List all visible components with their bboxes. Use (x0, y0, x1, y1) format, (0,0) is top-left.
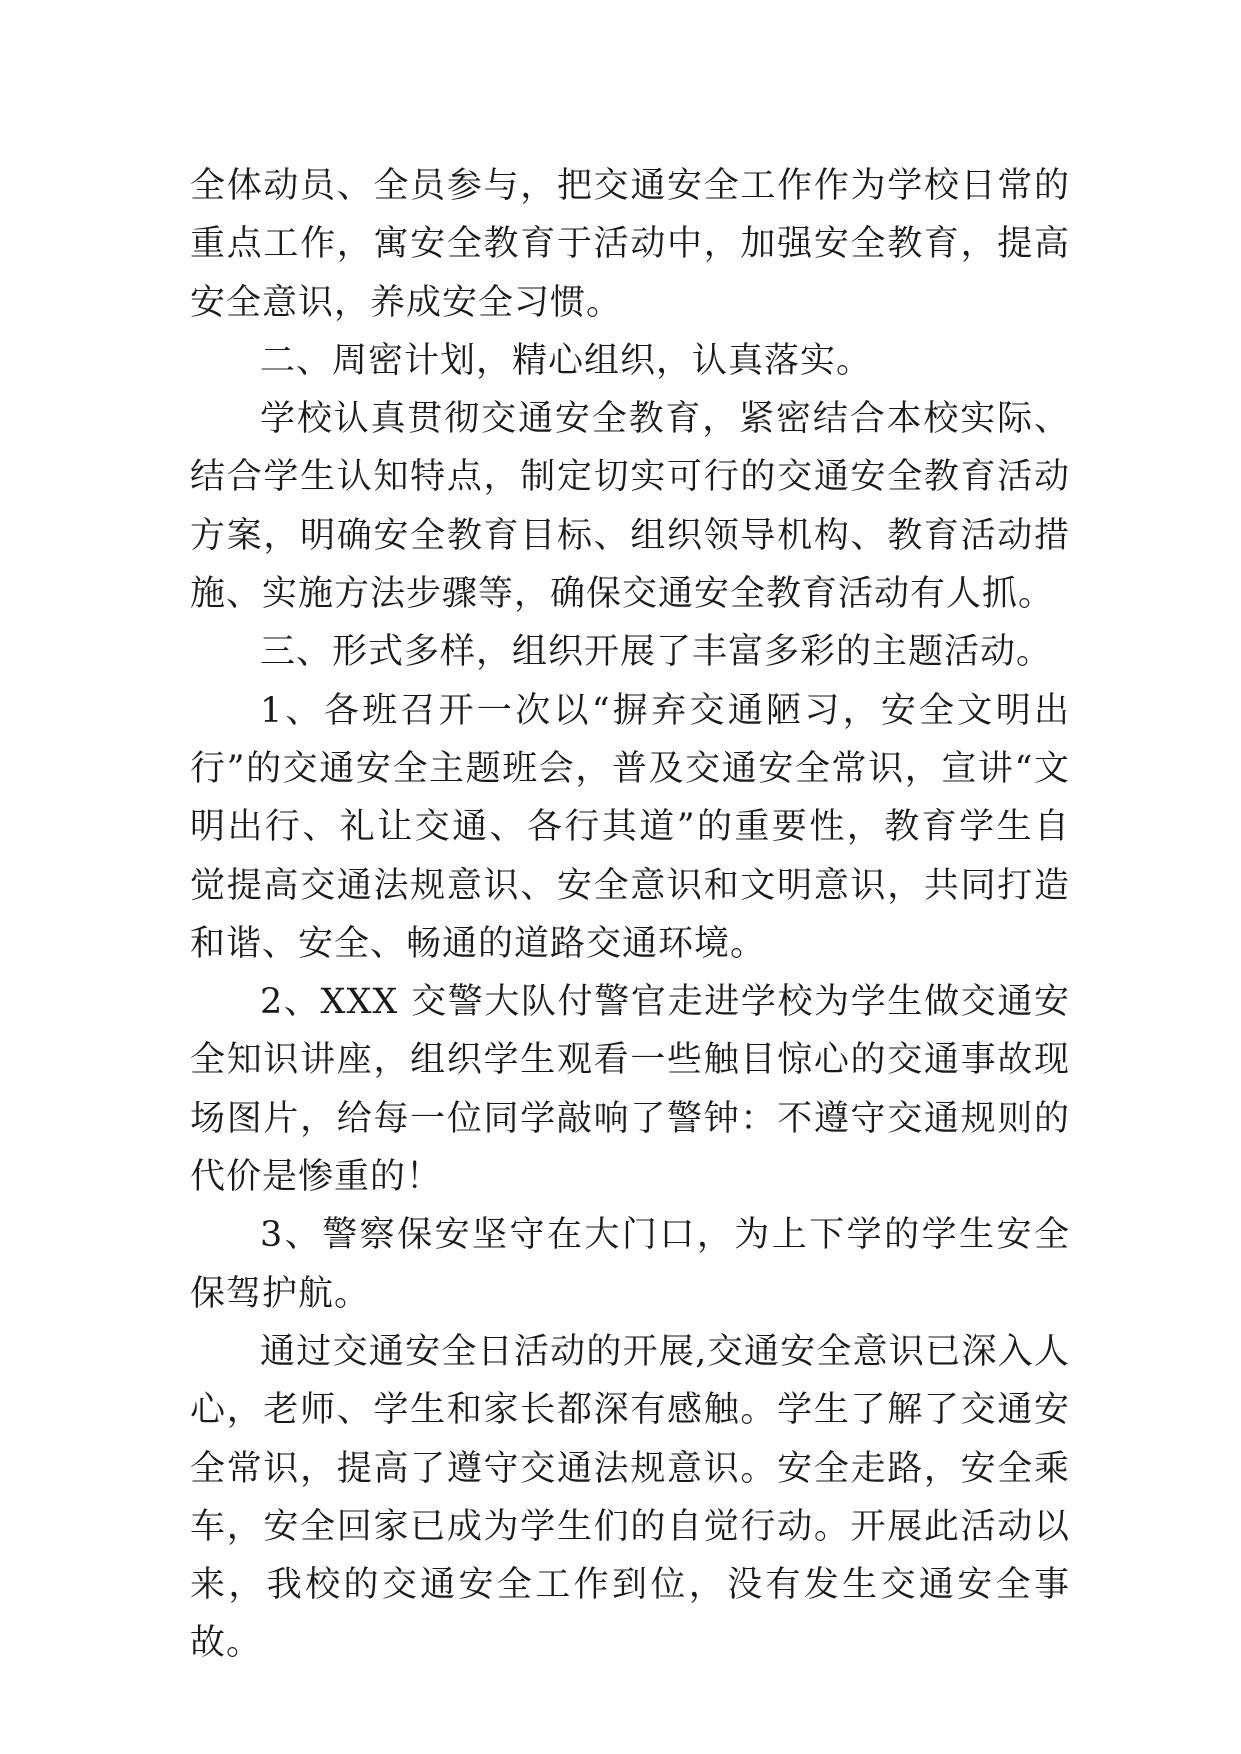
list-item: 1、各班召开一次以“摒弃交通陋习，安全文明出行”的交通安全主题班会，普及交通安全常识，宣讲“文明出行、礼让交通、各行其道”的重要性，教育学生自觉提高交通法规意识、安全意识和文明意识，共同打造和谐、安全、畅通的道路交通环境。 (190, 690, 1070, 964)
paragraph: 全体动员、全员参与，把交通安全工作作为学校日常的重点工作，寓安全教育于活动中，加强安全教育，提高安全意识，养成安全习惯。 (190, 166, 1070, 323)
paragraph: 学校认真贯彻交通安全教育，紧密结合本校实际、结合学生认知特点，制定切实可行的交通安全教育活动方案，明确安全教育目标、组织领导机构、教育活动措施、实施方法步骤等，确保交通安全教育活动有人抓。 (190, 399, 1070, 615)
list-item: 2、XXX 交警大队付警官走进学校为学生做交通安全知识讲座，组织学生观看一些触目惊心的交通事故现场图片，给每一位同学敲响了警钟：不遵守交通规则的代价是惨重的！ (190, 982, 1070, 1198)
list-item: 3、警察保安坚守在大门口，为上下学的学生安全保驾护航。 (190, 1215, 1070, 1314)
body-text (190, 157, 1070, 1673)
section-heading: 二、周密计划，精心组织，认真落实。 (260, 340, 873, 381)
paragraph: 通过交通安全日活动的开展,交通安全意识已深入人心，老师、学生和家长都深有感触。学生了解了交通安全常识，提高了遵守交通法规意识。安全走路，安全乘车，安全回家已成为学生们的自觉行动。开展此活动以来，我校的交通安全工作到位，没有发生交通安全事故。 (190, 1331, 1070, 1664)
section-heading: 三、形式多样，组织开展了丰富多彩的主题活动。 (260, 632, 1053, 673)
